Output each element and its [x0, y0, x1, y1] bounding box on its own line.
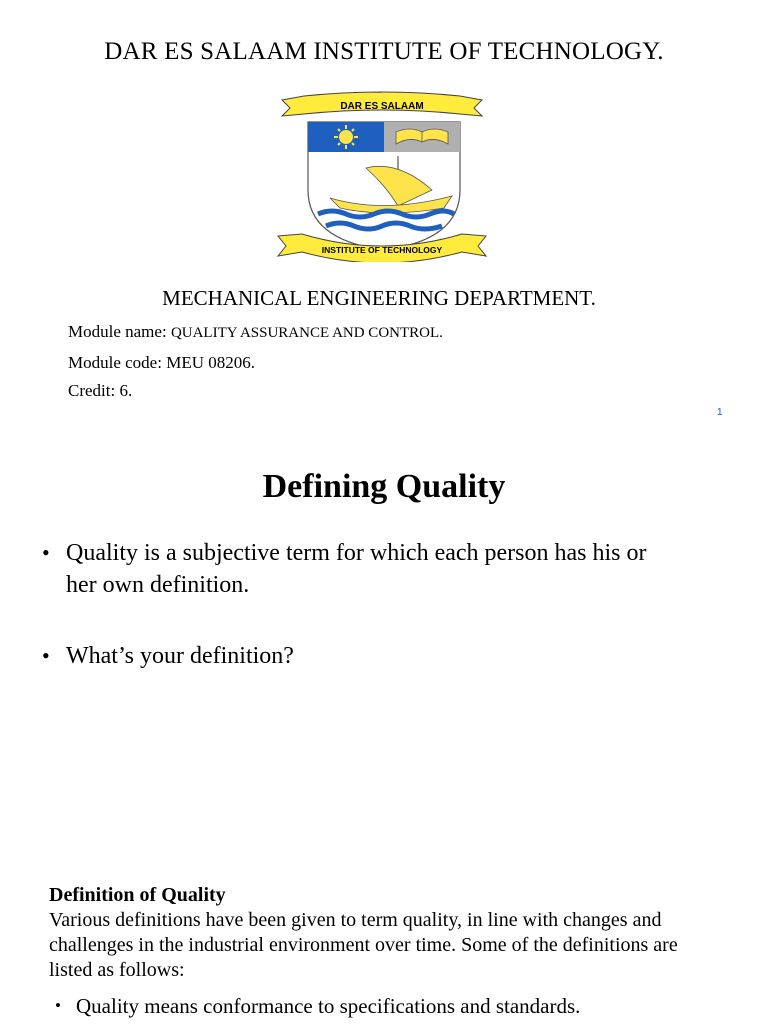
section-heading: Definition of Quality: [49, 884, 226, 906]
module-code-label: Module code: [68, 353, 158, 372]
definition-paragraph: [49, 908, 739, 983]
bullet-icon: •: [42, 540, 50, 565]
bullet-item: [66, 640, 294, 672]
module-name-value: QUALITY ASSURANCE AND CONTROL.: [170, 325, 443, 341]
logo-top-banner-text: DAR ES SALAAM: [340, 101, 424, 112]
bullet-item: [66, 537, 647, 601]
definition-item: Quality means conformance to specifications and standards.: [76, 994, 581, 1018]
bullet-line: What’s your definition?: [66, 643, 294, 669]
bullet-line: her own definition.: [66, 572, 250, 598]
department-title: MECHANICAL ENGINEERING DEPARTMENT.: [162, 286, 596, 310]
credit-line: Credit: 6.: [68, 381, 133, 400]
institute-title: DAR ES SALAAM INSTITUTE OF TECHNOLOGY.: [104, 38, 664, 65]
module-name-label: Module name: [68, 322, 162, 341]
bullet-icon: •: [42, 643, 50, 668]
page-number: 1: [717, 407, 723, 418]
bullet-line: Quality is a subjective term for which each person has his or: [66, 540, 647, 566]
paragraph-line: Various definitions have been given to term quality, in line with changes and: [49, 909, 662, 931]
paragraph-line: listed as follows:: [49, 959, 185, 981]
paragraph-line: challenges in the industrial environment over time. Some of the definitions are: [49, 934, 678, 956]
module-name-line: Module name: QUALITY ASSURANCE AND CONTROL.: [68, 322, 443, 341]
module-code-value: MEU 08206.: [166, 353, 255, 372]
slide-title: Defining Quality: [262, 468, 506, 505]
sun-icon: [339, 130, 353, 144]
bullet-icon: •: [55, 996, 61, 1015]
logo-bottom-banner-text: INSTITUTE OF TECHNOLOGY: [321, 245, 443, 255]
institute-logo: [274, 90, 490, 262]
module-code-line: Module code: MEU 08206.: [68, 353, 255, 372]
